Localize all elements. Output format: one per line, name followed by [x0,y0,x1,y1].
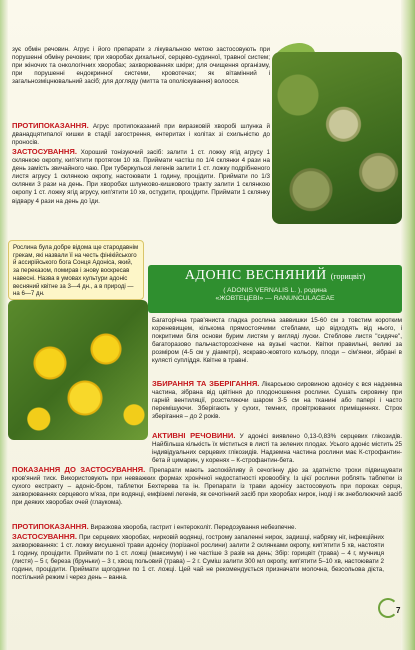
legend-note-text: Рослина була добре відома ще стародавнім грекам, які назвали її на честь фінікійського й ассирійського бога Сонця Адоніса, який, за переказом, помирав і знову воскресав навесні. Назва в умовах культури адоніс весняний квітне за 3—4 дн., а в природі — на 6—7 дн. [13,244,139,298]
description-text: Багаторічна трав'яниста гладка рослина заввишки 15-60 см з товстим коротким кореневищем, кількома прямостоячими стеблами, що відходять від нього, і покритими біля основи бурим листям у вигляді луски. Стеблове листя "сидяче", багаторазово пальчасторозсічене на вузькі частки. Квітки правильні, великі за розміром (4-5 см у діаметрі), яскраво-жовтого кольору, плоди – сім'янки, зібрані в кулясті супліддя. Квітне в травні. [152,317,402,365]
use2-text: При серцевих хворобах, нирковій водянці, гострому запаленні нирок, задишці, набряку ніг, інфекційних захворюваннях: 1 ст. ложку висушеної трави адонісу (порізаної рослини) залити 2 склянками окропу, кип'ятити 5 хв, настояти 1 годину, процідити. Приймати по 1 ст. ложці (максимум) і не частіше 3 разів на день; Збір: горицвіт (трава) – 4 г, мучниця (листя) – 5 г, береза (бруньки) – 3 г, хвощ польовий (трава) – 2 г. Суміш залити 300 мл окропу, кип'ятити 5–10 хв, настоювати 2 години, процідити. Приймати щогодини по 1 ст. ложці. Цей чай не рекомендується призначати молочна, безсольова дієта, постільний режим і через день – ванна. [12,534,385,582]
paragraph-contra2 [12,523,402,532]
plant-alt-name: (горицвіт) [330,272,366,281]
latin-name: ( ADONIS VERNALIS L. ), родина [223,287,327,294]
paragraph-active [152,432,402,465]
use1-text: Хороший тонізуючий засіб: залити 1 ст. ложку ягід агрусу 1 склянкою окропу, кип'ятити протягом 10 хв. Приймати частіш по 1/4 склянки 4 рази на день замість звичайного чаю. При туберкульозі легенів залити 1 ст. ложку подрібненого листя агрусу 1 склянкою окропу, настоювати 1 годину, процідити. Приймати по 1/3 склянки 3 рази на день. При хворобах шлунково-кишкового тракту залити 1 склянкою окропу 1 ст. ложку ягід агрусу, кип'ятити 10 хв, остудити, процідити. Приймати 1 склянку відвару 4 рази на день до їди. [12,149,270,205]
contra2-heading: ПРОТИПОКАЗАННЯ. [12,522,89,531]
vine-curl-icon [378,598,401,618]
paragraph-description [152,317,402,366]
paragraph-use1 [12,148,270,206]
vine-border-right [401,0,415,650]
indications-text: Препарати мають заспокійливу й сечогінну дію за здатністю трохи підвищувати кров'яний тиск. Використовують при невважких формах хронічної недостатності кровообігу. Із цієї рослини роблять таблетки із сухого екстракту – адоніс-бром, таблетки Бехтерева та ін. Препарати із трави адонісу застосовують при пороках серця, захворюваннях серцевого м'яза, при водянці, емфіземі легенів, як сечогінний засіб при хворобах нирок, іноді і як знеболюючий засіб при деяких хворобах очей (глаукома). [12,467,403,507]
paragraph-use2 [12,533,384,583]
adonis-photo [8,300,148,440]
plant-name: АДОНІС ВЕСНЯНИЙ [184,268,327,283]
harvest-text: Лікарською сировиною адонісу є вся надземна частина, зібрана від цвітіння до плодоношення рослини. Сушать сировину при гарній вентиляції, розстеляючи шаром 3-5 см на тканині або папері і часто перемішуючи. Зберігають у сухих, темних, провітрюваних приміщеннях. Строк зберігання – до 2 років. [152,381,402,421]
use1-heading: ЗАСТОСУВАННЯ. [12,147,77,156]
contra1-text: Агрус протипоказаний при виразковій хворобі шлунка й дванадцятипалої кишки в стадії загострення, ентеритах і колітах зі схильністю до проносів. [12,123,271,147]
legend-note-box [8,240,144,300]
plant-title-banner [148,265,402,313]
paragraph-harvest [152,380,402,421]
indications-heading: ПОКАЗАННЯ ДО ЗАСТОСУВАННЯ. [12,465,146,474]
plant-title [148,268,402,284]
paragraph-contra1 [12,122,270,147]
plant-latin [148,287,402,303]
harvest-heading: ЗБИРАННЯ ТА ЗБЕРІГАННЯ. [152,379,260,388]
contra1-heading: ПРОТИПОКАЗАННЯ. [12,121,89,130]
vine-border-left [0,0,8,650]
uses-text: зує обмін речовин. Агрус і його препарати з лікувальною метою застосовують при порушенні обміну речовин; при хворобах дихальної, серцево-судинної, травної систем; при жіночих та онкологічних хворобах; захворюваннях шкіри; для очищення організму, при порушенні ендокринної системи, кровотечах; як вітамінний і загальнозміцнювальний засіб; для догляду (митта та ополіскування) волосся. [12,46,270,86]
contra2-text: Виразкова хвороба, гастрит і ентероколіт. Передозування небезпечне. [90,524,297,531]
gooseberry-photo [272,52,402,224]
use2-heading: ЗАСТОСУВАННЯ. [12,532,77,541]
page-number: 7 [396,606,401,615]
plant-family: «ЖОВТЕЦЕВІ» — RANUNCULACEAE [215,295,335,302]
active-text: У адонісі виявлено 0,13-0,83% серцевих глікозидів. Найбільша кількість їх міститься в листі та зелених плодах. Усього адоніс містить 25 індивідуальних серцевих глікозидів. Надземна частина рослини має К-строфантин-бета й цимарин, у коренях – К-строфантин-бета. [152,433,402,465]
paragraph-uses [12,46,270,86]
paragraph-indications [12,466,402,507]
active-heading: АКТИВНІ РЕЧОВИНИ. [152,431,236,440]
